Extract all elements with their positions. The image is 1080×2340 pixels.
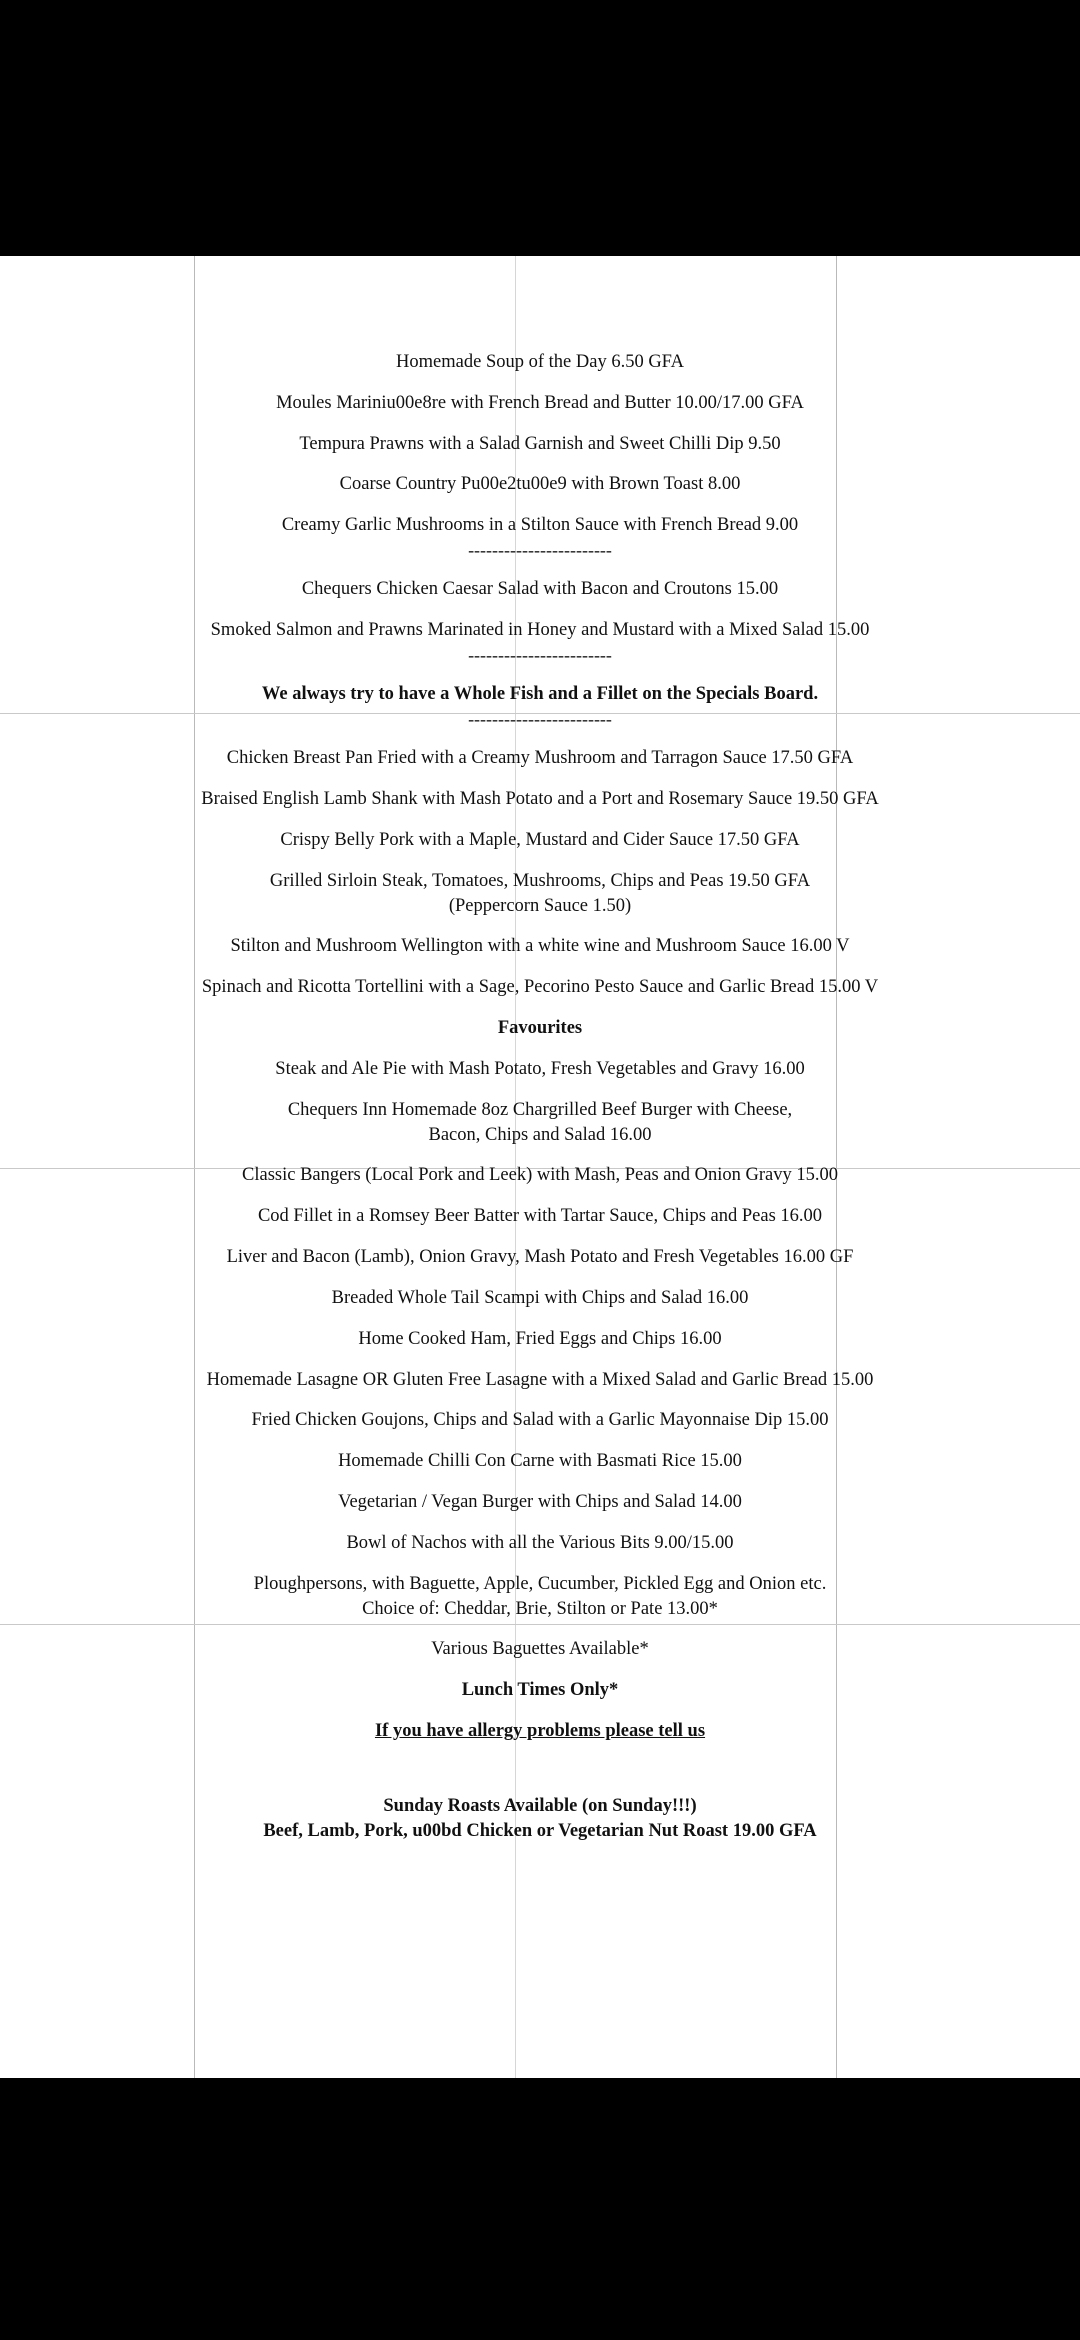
section-heading-favourites: Favourites: [497, 1018, 583, 1039]
menu-item: Braised English Lamb Shank with Mash Potato and a Port and Rosemary Sauce 19.50 GFA: [201, 789, 879, 810]
menu-item-continuation: Choice of: Cheddar, Brie, Stilton or Pate 13.00*: [362, 1598, 718, 1619]
section-separator: ------------------------: [468, 540, 612, 561]
letterbox-bottom: [0, 2078, 1080, 2340]
section-separator: ------------------------: [468, 645, 612, 666]
menu-section-favourites: [28, 1059, 1052, 1702]
menu-item: Ploughpersons, with Baguette, Apple, Cucumber, Pickled Egg and Onion etc.: [253, 1573, 827, 1594]
menu-section-salads: [28, 579, 1052, 642]
footer-spacer: [28, 1762, 1052, 1796]
menu-item: Liver and Bacon (Lamb), Onion Gravy, Mash Potato and Fresh Vegetables 16.00 GF: [226, 1247, 854, 1268]
sunday-roast-options: Beef, Lamb, Pork, u00bd Chicken or Vegetarian Nut Roast 19.00 GFA: [263, 1820, 817, 1841]
menu-item: Chequers Inn Homemade 8oz Chargrilled Beef Burger with Cheese,: [287, 1099, 793, 1120]
menu-item-addon: (Peppercorn Sauce 1.50): [448, 895, 632, 916]
menu-item: Tempura Prawns with a Salad Garnish and Sweet Chilli Dip 9.50: [299, 433, 781, 454]
menu-page: [0, 256, 1080, 2078]
menu-item: Moules Mariniu00e8re with French Bread and Butter 10.00/17.00 GFA: [276, 392, 804, 413]
allergy-notice: If you have allergy problems please tell us: [374, 1721, 706, 1742]
menu-item: Fried Chicken Goujons, Chips and Salad with a Garlic Mayonnaise Dip 15.00: [251, 1410, 829, 1431]
menu-content: [0, 256, 1080, 1843]
menu-item: Breaded Whole Tail Scampi with Chips and Salad 16.00: [331, 1287, 749, 1308]
menu-item: Home Cooked Ham, Fried Eggs and Chips 16.00: [358, 1328, 722, 1349]
menu-item-continuation: Bacon, Chips and Salad 16.00: [428, 1124, 652, 1145]
menu-item: Classic Bangers (Local Pork and Leek) with Mash, Peas and Onion Gravy 15.00: [242, 1165, 838, 1186]
menu-item: Homemade Chilli Con Carne with Basmati Rice 15.00: [338, 1451, 742, 1472]
menu-item: Steak and Ale Pie with Mash Potato, Fresh Vegetables and Gravy 16.00: [275, 1058, 805, 1079]
menu-item: Creamy Garlic Mushrooms in a Stilton Sauce with French Bread 9.00: [281, 515, 799, 536]
sunday-roast-heading: Sunday Roasts Available (on Sunday!!!): [383, 1795, 697, 1816]
menu-item: Smoked Salmon and Prawns Marinated in Honey and Mustard with a Mixed Salad 15.00: [210, 620, 870, 641]
menu-item: Homemade Soup of the Day 6.50 GFA: [396, 352, 684, 372]
menu-item: Homemade Lasagne OR Gluten Free Lasagne with a Mixed Salad and Garlic Bread 15.00: [206, 1369, 874, 1390]
menu-item: Chicken Breast Pan Fried with a Creamy Mushroom and Tarragon Sauce 17.50 GFA: [226, 748, 854, 769]
menu-item: Bowl of Nachos with all the Various Bits 9.00/15.00: [346, 1532, 734, 1553]
menu-item: Spinach and Ricotta Tortellini with a Sage, Pecorino Pesto Sauce and Garlic Bread 15.00 V: [201, 977, 879, 998]
menu-item: Cod Fillet in a Romsey Beer Batter with Tartar Sauce, Chips and Peas 16.00: [257, 1206, 823, 1227]
menu-item: Chequers Chicken Caesar Salad with Bacon and Croutons 15.00: [301, 579, 779, 600]
lunch-times-note: Lunch Times Only*: [461, 1680, 619, 1701]
menu-item: Stilton and Mushroom Wellington with a white wine and Mushroom Sauce 16.00 V: [230, 936, 850, 957]
menu-item: Crispy Belly Pork with a Maple, Mustard and Cider Sauce 17.50 GFA: [280, 829, 800, 850]
section-separator: ------------------------: [468, 709, 612, 730]
menu-item: Various Baguettes Available*: [431, 1639, 649, 1660]
menu-section-sunday-roasts: [28, 1796, 1052, 1843]
specials-board-note: We always try to have a Whole Fish and a Fillet on the Specials Board.: [261, 684, 819, 705]
menu-item: Vegetarian / Vegan Burger with Chips and Salad 14.00: [338, 1492, 742, 1513]
letterbox-top: [0, 0, 1080, 256]
menu-item: Coarse Country Pu00e2tu00e9 with Brown Toast 8.00: [339, 474, 741, 495]
menu-item: Grilled Sirloin Steak, Tomatoes, Mushrooms, Chips and Peas 19.50 GFA: [269, 870, 811, 891]
menu-section-mains: [28, 748, 1052, 999]
menu-section-starters: [28, 352, 1052, 537]
